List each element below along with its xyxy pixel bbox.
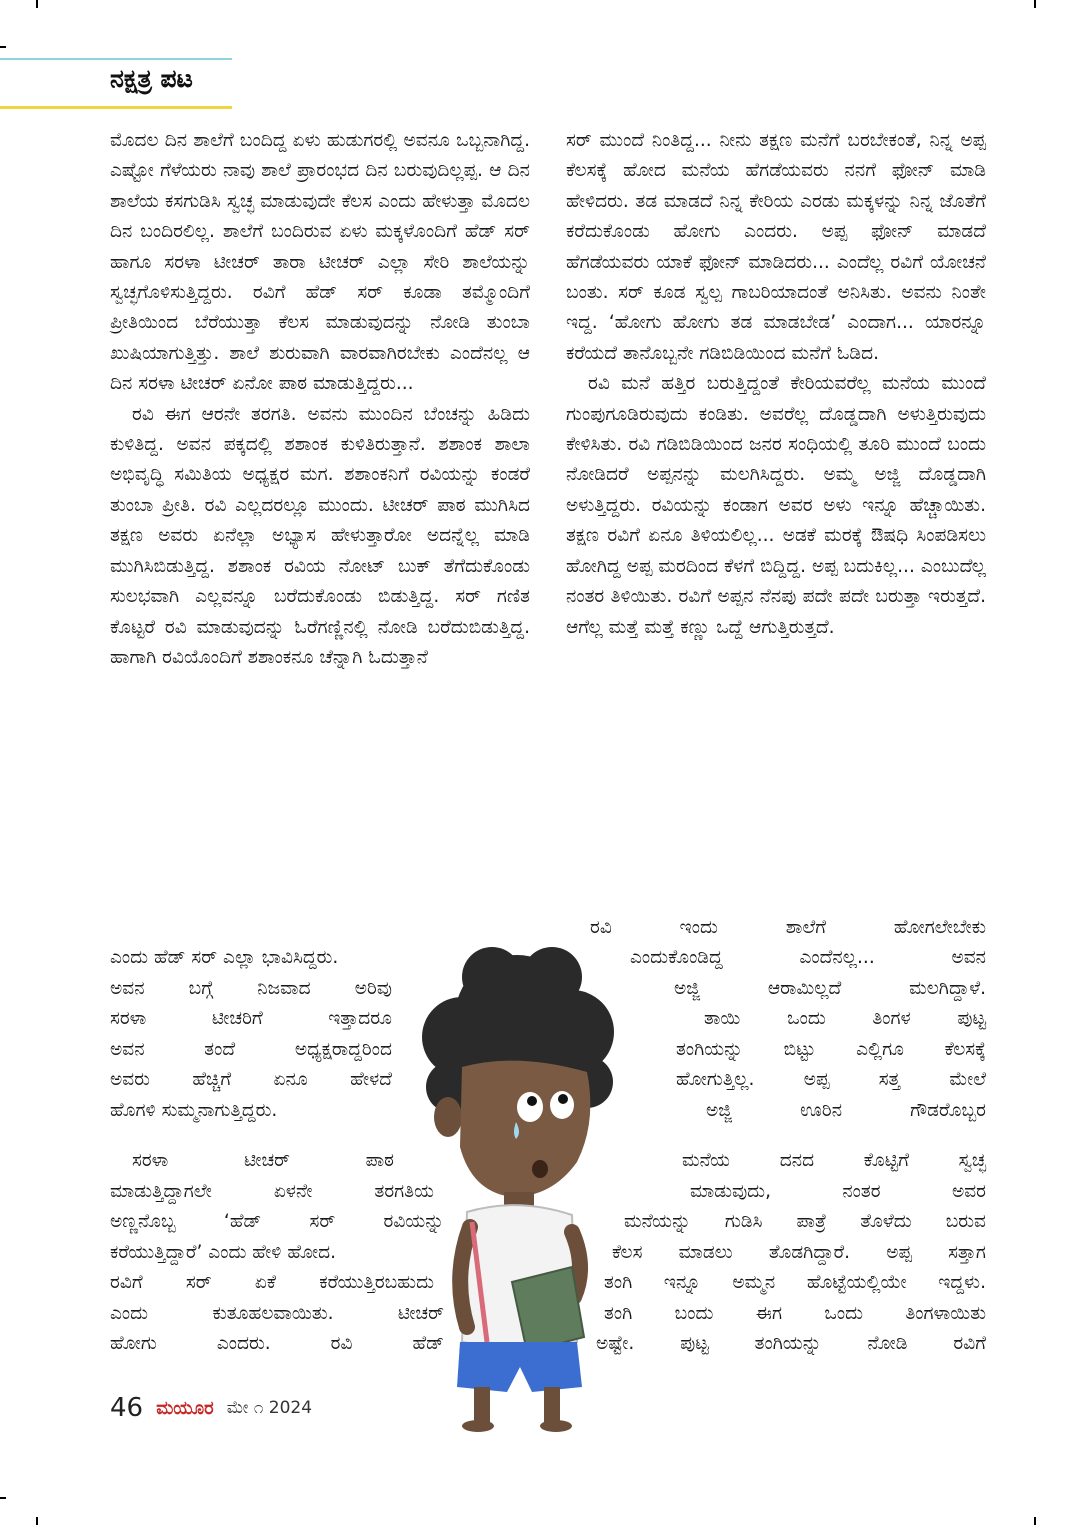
wrap-line: ಅವನ ಬಗ್ಗೆ ನಿಜವಾದ ಅರಿವು	[110, 978, 392, 999]
wrap-line: ಎಂದು ಹೆಡ್ ಸರ್ ಎಲ್ಲಾ ಭಾವಿಸಿದ್ದರು.	[110, 947, 339, 968]
page-footer	[110, 1393, 312, 1427]
article-left-column	[110, 126, 530, 673]
wrap-line: ಹೋಗು ಎಂದರು. ರವಿ ಹೆಡ್	[110, 1333, 444, 1354]
crop-mark	[1034, 1517, 1036, 1525]
wrap-line: ಅಷ್ಟೇ. ಪುಟ್ಟ ತಂಗಿಯನ್ನು ನೋಡಿ ರವಿಗೆ	[596, 1333, 986, 1354]
wrap-line: ಅವರು ಹೆಚ್ಚಿಗೆ ಏನೂ ಹೇಳದೆ	[110, 1069, 392, 1090]
issue-date: ಮೇ ೧ 2024	[226, 1398, 313, 1418]
paragraph: ಸರ್ ಮುಂದೆ ನಿಂತಿದ್ದ... ನೀನು ತಕ್ಷಣ ಮನೆಗೆ ಬರಬೇಕಂತೆ, ನಿನ್ನ ಅಪ್ಪ ಕೆಲಸಕ್ಕೆ ಹೋದ ಮನೆಯ ಹೆಗಡೆಯವರು ನನಗೆ ಫೋನ್ ಮಾಡಿ ಹೇಳಿದರು. ತಡ ಮಾಡದೆ ನಿನ್ನ ಕೇರಿಯ ಎರಡು ಮಕ್ಕಳನ್ನು ನಿನ್ನ ಜೊತೆಗೆ ಕರೆದುಕೊಂಡು ಹೋಗು ಎಂದರು. ಅಪ್ಪ ಫೋನ್ ಮಾಡದೆ ಹೆಗಡೆಯವರು ಯಾಕೆ ಫೋನ್ ಮಾಡಿದರು... ಎಂದೆಲ್ಲ ರವಿಗೆ ಯೋಚನೆ ಬಂತು. ಸರ್ ಕೂಡ ಸ್ವಲ್ಪ ಗಾಬರಿಯಾದಂತೆ ಅನಿಸಿತು. ಅವನು ನಿಂತೇ ಇದ್ದ. ‘ಹೋಗು ಹೋಗು ತಡ ಮಾಡಬೇಡ’ ಎಂದಾಗ... ಯಾರನ್ನೂ ಕರೆಯದೆ ತಾನೊಬ್ಬನೇ ಗಡಿಬಿಡಿಯಿಂದ ಮನೆಗೆ ಓಡಿದ.	[566, 130, 986, 364]
header-top-rule	[0, 58, 232, 60]
wrap-line: ತಾಯಿ ಒಂದು ತಿಂಗಳ ಪುಟ್ಟ	[704, 1008, 986, 1029]
crop-mark	[1034, 0, 1036, 8]
page-number: 46	[110, 1393, 144, 1423]
paragraph: ರವಿ ಮನೆ ಹತ್ತಿರ ಬರುತ್ತಿದ್ದಂತೆ ಕೇರಿಯವರೆಲ್ಲ ಮನೆಯ ಮುಂದೆ ಗುಂಪುಗೂಡಿರುವುದು ಕಂಡಿತು. ಅವರೆಲ್ಲ ದೊಡ್ಡದಾಗಿ ಅಳುತ್ತಿರುವುದು ಕೇಳಿಸಿತು. ರವಿ ಗಡಿಬಿಡಿಯಿಂದ ಜನರ ಸಂಧಿಯಲ್ಲಿ ತೂರಿ ಮುಂದೆ ಬಂದು ನೋಡಿದರೆ ಅಪ್ಪನನ್ನು ಮಲಗಿಸಿದ್ದರು. ಅಮ್ಮ ಅಜ್ಜಿ ದೊಡ್ಡದಾಗಿ ಅಳುತ್ತಿದ್ದರು. ರವಿಯನ್ನು ಕಂಡಾಗ ಅವರ ಅಳು ಇನ್ನೂ ಹೆಚ್ಚಾಯಿತು. ತಕ್ಷಣ ರವಿಗೆ ಏನೂ ತಿಳಿಯಲಿಲ್ಲ... ಅಡಕೆ ಮರಕ್ಕೆ ಔಷಧಿ ಸಿಂಪಡಿಸಲು ಹೋಗಿದ್ದ ಅಪ್ಪ ಮರದಿಂದ ಕೆಳಗೆ ಬಿದ್ದಿದ್ದ. ಅಪ್ಪ ಬದುಕಿಲ್ಲ... ಎಂಬುದೆಲ್ಲ ನಂತರ ತಿಳಿಯಿತು. ರವಿಗೆ ಅಪ್ಪನ ನೆನಪು ಪದೇ ಪದೇ ಬರುತ್ತಾ ಇರುತ್ತದೆ. ಆಗೆಲ್ಲ ಮತ್ತೆ ಮತ್ತೆ ಕಣ್ಣು ಒದ್ದೆ ಆಗುತ್ತಿರುತ್ತದೆ.	[566, 373, 986, 638]
wrap-line: ತಂಗಿ ಬಂದು ಈಗ ಒಂದು ತಿಂಗಳಾಯಿತು	[604, 1303, 986, 1324]
wrap-line: ಹೋಗುತ್ತಿಲ್ಲ. ಅಪ್ಪ ಸತ್ತ ಮೇಲೆ	[676, 1069, 986, 1090]
wrap-line: ಮನೆಯ ದನದ ಕೊಟ್ಟಿಗೆ ಸ್ವಚ್ಛ	[682, 1150, 986, 1171]
crop-mark	[0, 1497, 6, 1499]
wrap-line: ಎಂದುಕೊಂಡಿದ್ದ ಎಂದೆನಲ್ಲ... ಅವನ	[630, 947, 986, 968]
crop-mark	[36, 1517, 38, 1525]
paragraph: ರವಿ ಈಗ ಆರನೇ ತರಗತಿ. ಅವನು ಮುಂದಿನ ಬೆಂಚನ್ನು ಹಿಡಿದು ಕುಳಿತಿದ್ದ. ಅವನ ಪಕ್ಕದಲ್ಲಿ ಶಶಾಂಕ ಕುಳಿತಿರುತ್ತಾನೆ. ಶಶಾಂಕ ಶಾಲಾ ಅಭಿವೃದ್ಧಿ ಸಮಿತಿಯ ಅಧ್ಯಕ್ಷರ ಮಗ. ಶಶಾಂಕನಿಗೆ ರವಿಯನ್ನು ಕಂಡರೆ ತುಂಬಾ ಪ್ರೀತಿ. ರವಿ ಎಲ್ಲದರಲ್ಲೂ ಮುಂದು. ಟೀಚರ್ ಪಾಠ ಮುಗಿಸಿದ ತಕ್ಷಣ ಅವರು ಏನೆಲ್ಲಾ ಅಭ್ಯಾಸ ಹೇಳುತ್ತಾರೋ ಅದನ್ನೆಲ್ಲ ಮಾಡಿ ಮುಗಿಸಿಬಿಡುತ್ತಿದ್ದ. ಶಶಾಂಕ ರವಿಯ ನೋಟ್ ಬುಕ್ ತೆಗೆದುಕೊಂಡು ಸುಲಭವಾಗಿ ಎಲ್ಲವನ್ನೂ ಬರೆದುಕೊಂಡು ಬಿಡುತ್ತಿದ್ದ. ಸರ್ ಗಣಿತ ಕೊಟ್ಟರೆ ರವಿ ಮಾಡುವುದನ್ನು ಓರೆಗಣ್ಣಿನಲ್ಲಿ ನೋಡಿ ಬರೆದುಬಿಡುತ್ತಿದ್ದ. ಹಾಗಾಗಿ ರವಿಯೊಂದಿಗೆ ಶಶಾಂಕನೂ ಚೆನ್ನಾಗಿ ಓದುತ್ತಾನೆ	[110, 403, 530, 668]
wrap-line: ಎಂದು ಕುತೂಹಲವಾಯಿತು. ಟೀಚರ್	[110, 1303, 444, 1324]
magazine-logo: ಮಯೂರ	[156, 1397, 214, 1419]
wrap-line: ತಂಗಿ ಇನ್ನೂ ಅಮ್ಮನ ಹೊಟ್ಟೆಯಲ್ಲಿಯೇ ಇದ್ದಳು.	[604, 1272, 986, 1293]
wrap-line: ಅಜ್ಜಿ ಆರಾಮಿಲ್ಲದೆ ಮಲಗಿದ್ದಾಳೆ.	[674, 978, 986, 999]
wrap-line: ತಂಗಿಯನ್ನು ಬಿಟ್ಟು ಎಲ್ಲಿಗೂ ಕೆಲಸಕ್ಕೆ	[676, 1039, 986, 1060]
crop-mark	[0, 46, 6, 48]
wrap-line: ಕರೆಯುತ್ತಿದ್ದಾರೆ’ ಎಂದು ಹೇಳಿ ಹೋದ.	[110, 1242, 337, 1263]
wrap-line: ಮನೆಯನ್ನು ಗುಡಿಸಿ ಪಾತ್ರೆ ತೊಳೆದು ಬರುವ	[624, 1211, 986, 1232]
header-bottom-rule	[0, 106, 232, 109]
article-right-column	[566, 126, 986, 643]
boy-illustration	[412, 947, 622, 1432]
wrap-line: ಮಾಡುವುದು, ನಂತರ ಅವರ	[690, 1181, 986, 1202]
wrap-line: ಸರಳಾ ಟೀಚರ್ ಪಾಠ	[132, 1150, 394, 1171]
crop-mark	[36, 0, 38, 8]
wrap-line: ರವಿಗೆ ಸರ್ ಏಕೆ ಕರೆಯುತ್ತಿರಬಹುದು	[110, 1272, 434, 1293]
wrap-line: ಹೊಗಳಿ ಸುಮ್ಮನಾಗುತ್ತಿದ್ದರು.	[110, 1100, 278, 1121]
wrap-line: ಅಜ್ಜಿ ಊರಿನ ಗೌಡರೊಬ್ಬರ	[706, 1100, 986, 1121]
wrap-line: ಕೆಲಸ ಮಾಡಲು ತೊಡಗಿದ್ದಾರೆ. ಅಪ್ಪ ಸತ್ತಾಗ	[612, 1242, 986, 1263]
wrap-line: ಅವನ ತಂದೆ ಅಧ್ಯಕ್ಷರಾದ್ದರಿಂದ	[110, 1039, 392, 1060]
wrap-line: ಸರಳಾ ಟೀಚರಿಗೆ ಇತ್ತಾದರೂ	[110, 1008, 392, 1029]
wrap-line: ರವಿ ಇಂದು ಶಾಲೆಗೆ ಹೋಗಲೇಬೇಕು	[590, 917, 986, 938]
wrap-line: ಅಣ್ಣನೊಬ್ಬ ‘ಹೆಡ್ ಸರ್ ರವಿಯನ್ನು	[110, 1211, 444, 1232]
wrap-line: ಮಾಡುತ್ತಿದ್ದಾಗಲೇ ಏಳನೇ ತರಗತಿಯ	[110, 1181, 434, 1202]
paragraph: ಮೊದಲ ದಿನ ಶಾಲೆಗೆ ಬಂದಿದ್ದ ಏಳು ಹುಡುಗರಲ್ಲಿ ಅವನೂ ಒಬ್ಬನಾಗಿದ್ದ. ಎಷ್ಟೋ ಗೆಳೆಯರು ನಾವು ಶಾಲೆ ಪ್ರಾರಂಭದ ದಿನ ಬರುವುದಿಲ್ಲಪ್ಪ. ಆ ದಿನ ಶಾಲೆಯ ಕಸಗುಡಿಸಿ ಸ್ವಚ್ಛ ಮಾಡುವುದೇ ಕೆಲಸ ಎಂದು ಹೇಳುತ್ತಾ ಮೊದಲ ದಿನ ಬಂದಿರಲಿಲ್ಲ. ಶಾಲೆಗೆ ಬಂದಿರುವ ಏಳು ಮಕ್ಕಳೊಂದಿಗೆ ಹೆಡ್ ಸರ್ ಹಾಗೂ ಸರಳಾ ಟೀಚರ್ ತಾರಾ ಟೀಚರ್ ಎಲ್ಲಾ ಸೇರಿ ಶಾಲೆಯನ್ನು ಸ್ವಚ್ಛಗೊಳಿಸುತ್ತಿದ್ದರು. ರವಿಗೆ ಹೆಡ್ ಸರ್ ಕೂಡಾ ತಮ್ಮೊಂದಿಗೆ ಪ್ರೀತಿಯಿಂದ ಬೆರೆಯುತ್ತಾ ಕೆಲಸ ಮಾಡುವುದನ್ನು ನೋಡಿ ತುಂಬಾ ಖುಷಿಯಾಗುತ್ತಿತ್ತು. ಶಾಲೆ ಶುರುವಾಗಿ ವಾರವಾಗಿರಬೇಕು ಎಂದೆನಲ್ಲ ಆ ದಿನ ಸರಳಾ ಟೀಚರ್ ಏನೋ ಪಾಠ ಮಾಡುತ್ತಿದ್ದರು...	[110, 130, 530, 395]
section-title: ನಕ್ಷತ್ರ ಪಟ	[110, 64, 193, 93]
